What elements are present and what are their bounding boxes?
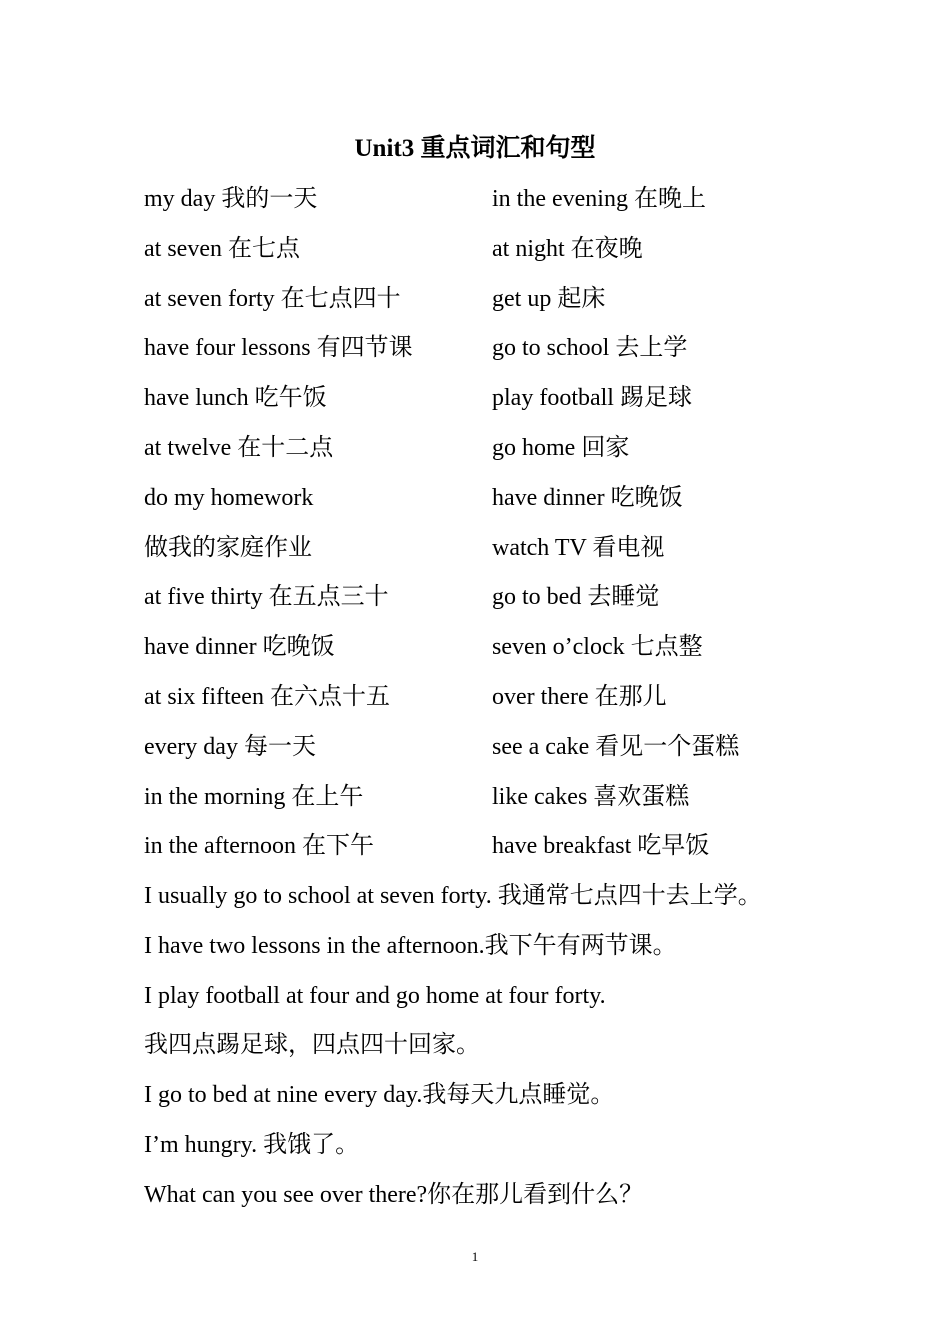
vocab-item-right: see a cake 看见一个蛋糕 xyxy=(492,733,740,760)
vocab-item-right: play football 踢足球 xyxy=(492,385,692,412)
vocab-item-left: at twelve 在十二点 xyxy=(144,434,334,461)
vocab-item-right: get up 起床 xyxy=(492,285,606,312)
vocab-item-right: have dinner 吃晚饭 xyxy=(492,484,683,511)
sentence-list xyxy=(144,879,824,1228)
vocab-row xyxy=(144,282,844,332)
vocab-row xyxy=(144,580,844,630)
sentence: 我四点踢足球，四点四十回家。 xyxy=(144,1032,480,1059)
sentence: I’m hungry. 我饿了。 xyxy=(144,1131,360,1158)
vocab-item-right: like cakes 喜欢蛋糕 xyxy=(492,783,690,810)
vocab-item-right: watch TV 看电视 xyxy=(492,534,665,561)
vocab-row xyxy=(144,232,844,282)
vocab-item-right: go to bed 去睡觉 xyxy=(492,584,660,611)
vocab-item-right: go to school 去上学 xyxy=(492,335,688,362)
vocab-item-left: have dinner 吃晚饭 xyxy=(144,634,335,661)
vocab-item-right: in the evening 在晚上 xyxy=(492,186,706,212)
vocab-item-left: in the morning 在上午 xyxy=(144,783,364,810)
vocab-item-right: seven o’clock 七点整 xyxy=(492,634,703,661)
vocab-item-left: have lunch 吃午饭 xyxy=(144,385,327,412)
vocab-row xyxy=(144,481,844,531)
vocab-item-left: do my homework xyxy=(144,484,314,511)
vocab-item-right: go home 回家 xyxy=(492,434,630,461)
vocab-item-left: at seven forty 在七点四十 xyxy=(144,285,401,312)
vocab-row xyxy=(144,331,844,381)
sentence: I go to bed at nine every day.我每天九点睡觉。 xyxy=(144,1082,615,1109)
vocab-item-left: have four lessons 有四节课 xyxy=(144,335,413,362)
vocab-item-left: at seven 在七点 xyxy=(144,235,300,262)
sentence: I usually go to school at seven forty. 我通常七点四十去上学。 xyxy=(144,883,762,909)
vocab-item-left: my day 我的一天 xyxy=(144,186,318,212)
vocab-item-left: every day 每一天 xyxy=(144,733,316,760)
sentence: I have two lessons in the afternoon.我下午有两节课。 xyxy=(144,932,677,959)
vocab-item-right: over there 在那儿 xyxy=(492,683,667,710)
vocab-item-right: have breakfast 吃早饭 xyxy=(492,833,710,860)
vocab-row xyxy=(144,531,844,581)
vocab-row xyxy=(144,829,844,879)
sentence: I play football at four and go home at four forty. xyxy=(144,982,606,1009)
vocab-row xyxy=(144,431,844,481)
sentence: What can you see over there?你在那儿看到什么？ xyxy=(144,1181,644,1208)
vocab-row xyxy=(144,381,844,431)
vocabulary-list xyxy=(144,182,844,879)
vocab-item-left: 做我的家庭作业 xyxy=(144,534,312,561)
vocab-row xyxy=(144,780,844,830)
vocab-item-left: at six fifteen 在六点十五 xyxy=(144,683,390,710)
page-title: Unit3 重点词汇和句型 xyxy=(354,135,596,162)
vocab-item-right: at night 在夜晚 xyxy=(492,235,643,262)
vocab-item-left: in the afternoon 在下午 xyxy=(144,833,374,860)
vocab-item-left: at five thirty 在五点三十 xyxy=(144,584,389,611)
vocab-row xyxy=(144,730,844,780)
vocab-row xyxy=(144,182,844,232)
vocab-row xyxy=(144,680,844,730)
page-number: 1 xyxy=(471,1249,479,1264)
vocab-row xyxy=(144,630,844,680)
